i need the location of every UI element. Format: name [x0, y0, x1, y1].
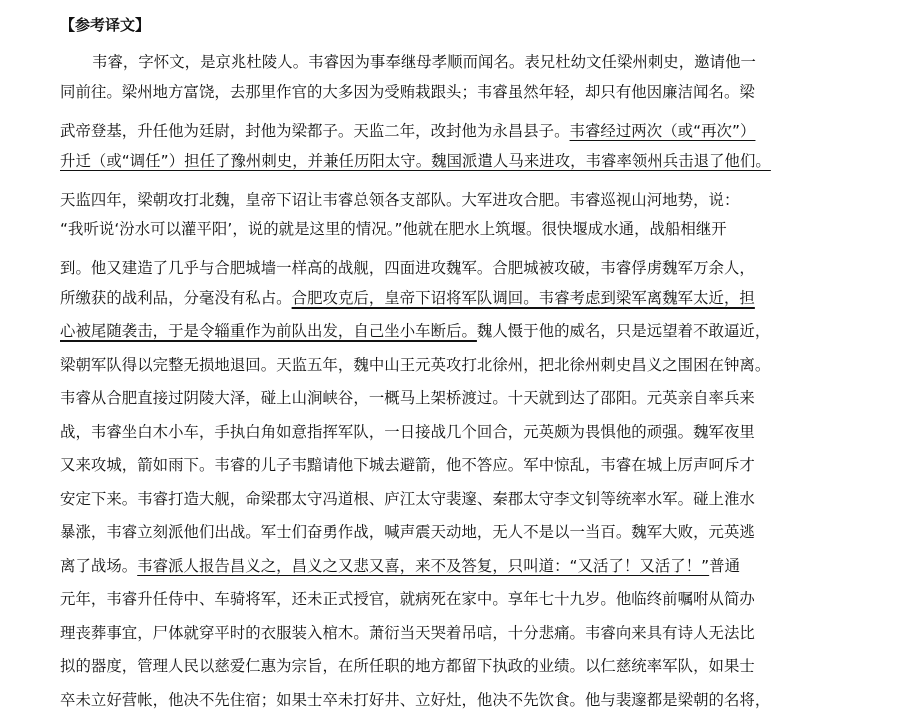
text-segment: 韦睿，字怀文，是京兆杜陵人。韦睿因为事奉继母孝顺而闻名。表兄杜幼文任梁州刺史，邀请他一: [92, 53, 756, 71]
text-line: [60, 316, 770, 346]
underlined-text-segment: 心被尾随袭击，于是令辎重作为前队出发，自己坐小车断后。: [60, 322, 477, 340]
text-segment: 拟的器度，管理人民以慈爱仁惠为宗旨，在所任职的地方都留下执政的业绩。以仁慈统率军队，如果士: [60, 657, 755, 675]
text-segment: 韦睿从合肥直接过阴陵大泽，碰上山涧峡谷，一概马上架桥渡过。十天就到达了邵阳。元英亲自率兵来: [60, 389, 755, 407]
text-segment: 到。他又建造了几乎与合肥城墙一样高的战舰，四面进攻魏军。合肥城被攻破，韦睿俘虏魏军万余人，: [60, 259, 755, 277]
text-line: [60, 484, 755, 514]
text-line: [60, 185, 739, 215]
text-line: [60, 253, 755, 283]
text-segment: 武帝登基，升任他为廷尉，封他为梁都子。天监二年，改封他为永昌县子。: [60, 122, 570, 140]
text-segment: 普通: [709, 557, 741, 575]
text-segment: 元年，韦睿升任侍中、车骑将军，还未正式授官，就病死在家中。享年七十九岁。他临终前嘱咐从简办: [60, 590, 755, 608]
text-segment: 魏人慑于他的威名，只是远望着不敢逼近，: [476, 322, 771, 340]
text-line: [60, 383, 755, 413]
text-segment: 梁朝军队得以完整无损地退回。天监五年，魏中山王元英攻打北徐州，把北徐州刺史昌义之围困在钟离。: [60, 356, 771, 374]
text-line: [60, 214, 727, 244]
text-line: [92, 47, 756, 77]
text-line: [60, 417, 755, 447]
text-line: [60, 685, 770, 715]
underlined-text-segment: 韦睿派人报告昌义之，昌义之又悲又喜，来不及答复，只叫道：“又活了！又活了！”: [137, 557, 710, 575]
text-line: [60, 584, 755, 614]
text-segment: 离了战场。: [60, 557, 138, 575]
text-line: [60, 618, 755, 648]
text-segment: “我听说‘汾水可以灌平阳’，说的就是这里的情况。”他就在肥水上筑堰。很快堰成水通，战船相继开: [60, 220, 727, 238]
text-segment: 理丧葬事宜，尸体就穿平时的衣服装入棺木。萧衍当天哭着吊唁，十分悲痛。韦睿向来具有诗人无法比: [60, 624, 755, 642]
text-segment: 安定下来。韦睿打造大舰，命梁郡太守冯道根、庐江太守裴邃、秦郡太守李文钊等统率水军。碰上淮水: [60, 490, 755, 508]
text-line: [60, 350, 770, 380]
section-heading: 【参考译文】: [60, 16, 151, 34]
text-line: [60, 77, 755, 107]
text-line: [60, 116, 755, 146]
text-segment: 战，韦睿坐白木小车，手执白角如意指挥军队，一日接战几个回合，元英颇为畏惧他的顽强。魏军夜里: [60, 423, 755, 441]
underlined-text-segment: 合肥攻克后，皇帝下诏将军队调回。韦睿考虑到梁军离魏军太近，担: [291, 289, 755, 307]
text-segment: 所缴获的战利品，分毫没有私占。: [60, 289, 292, 307]
text-segment: 同前往。梁州地方富饶，去那里作官的大多因为受贿栽跟头；韦睿虽然年轻，却只有他因廉洁闻名。梁: [60, 83, 755, 101]
text-segment: 卒未立好营帐，他决不先住宿；如果士卒未打好井、立好灶，他决不先饮食。他与裴邃都是梁朝的名将，: [60, 691, 771, 709]
text-segment: 暴涨，韦睿立刻派他们出战。军士们奋勇作战，喊声震天动地，无人不是以一当百。魏军大败，元英逃: [60, 523, 755, 541]
text-line: [60, 517, 755, 547]
text-line: [60, 146, 771, 176]
text-line: [60, 283, 755, 313]
text-segment: 天监四年，梁朝攻打北魏，皇帝下诏让韦睿总领各支部队。大军进攻合肥。韦睿巡视山河地势，说：: [60, 191, 740, 209]
text-line: [60, 450, 755, 480]
text-line: [60, 651, 755, 681]
underlined-text-segment: 韦睿经过两次（或“再次”）: [569, 122, 756, 140]
text-line: [60, 551, 740, 581]
text-segment: 又来攻城，箭如雨下。韦睿的儿子韦黯请他下城去避箭，他不答应。军中惊乱，韦睿在城上厉声呵斥才: [60, 456, 755, 474]
underlined-text-segment: 升迁（或“调任”）担任了豫州刺史，并兼任历阳太守。魏国派遣人马来进攻，韦睿率领州兵击退了他们。: [60, 152, 771, 170]
